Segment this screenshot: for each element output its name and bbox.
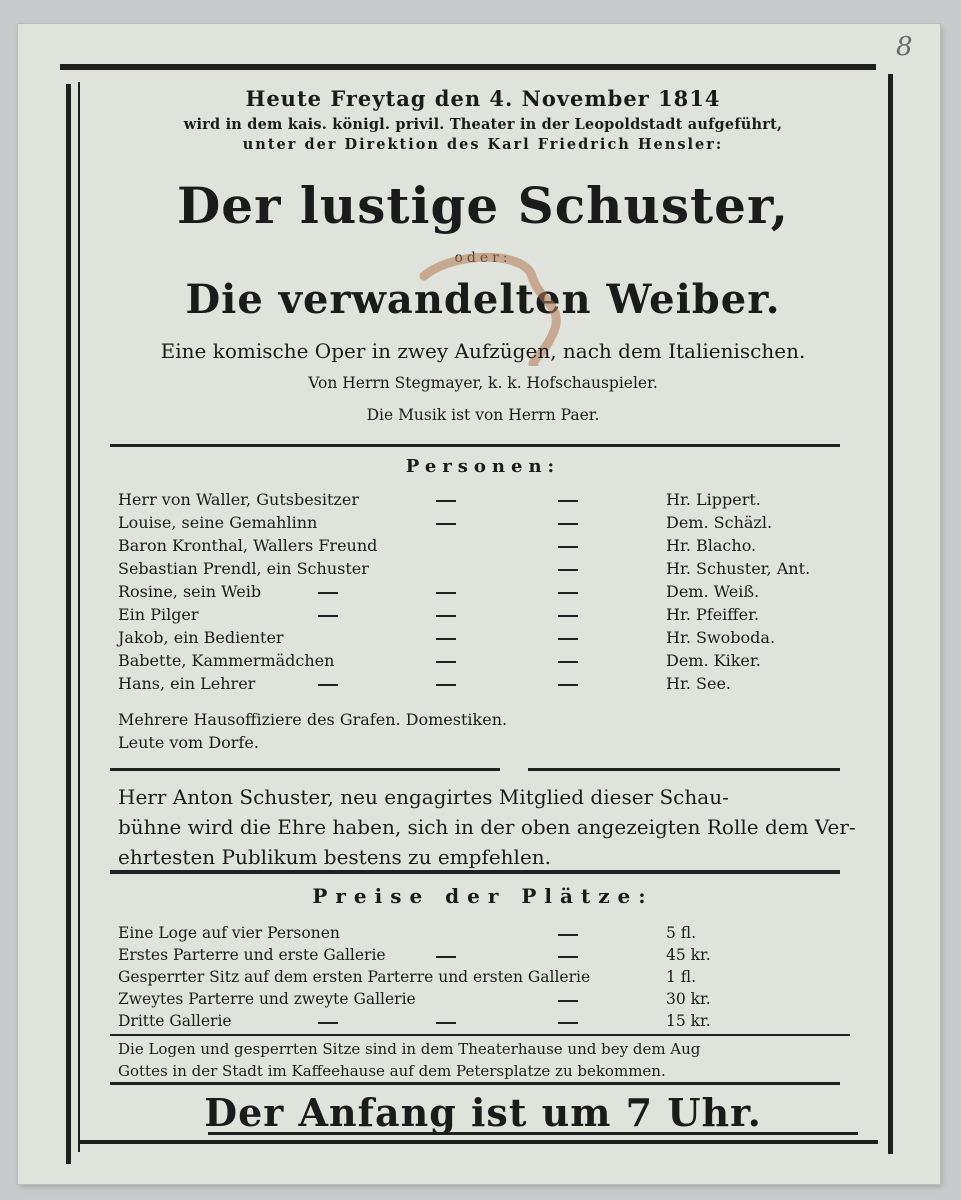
price-label: Dritte Gallerie: [118, 1012, 232, 1030]
dash: [436, 1022, 456, 1024]
pencil-page-number: 8: [896, 32, 913, 62]
dash: [436, 592, 456, 594]
playbill-sheet: [18, 24, 940, 1184]
dash: [318, 1022, 338, 1024]
cast-row: [118, 582, 878, 605]
debut-notice: [118, 782, 878, 872]
price-list: [118, 924, 878, 1034]
dash: [436, 615, 456, 617]
dash: [558, 1022, 578, 1024]
cast-actor: Hr. Swoboda.: [666, 628, 776, 647]
divider: [528, 768, 840, 771]
cast-role: Jakob, ein Bedienter: [118, 628, 284, 647]
dash: [558, 1000, 578, 1002]
dash: [558, 956, 578, 958]
dash: [558, 500, 578, 502]
note-line: Gottes in der Stadt im Kaffeehause auf dem Petersplatze zu bekommen.: [118, 1062, 666, 1080]
dash: [558, 615, 578, 617]
cast-actor: Hr. Pfeiffer.: [666, 605, 760, 624]
cast-list: [118, 490, 878, 697]
price-row: [118, 1012, 878, 1034]
price-value: 15 kr.: [666, 1012, 711, 1030]
start-time: Der Anfang ist um 7 Uhr.: [204, 1090, 762, 1135]
cast-role: Sebastian Prendl, ein Schuster: [118, 559, 369, 578]
cast-actor: Hr. Blacho.: [666, 536, 757, 555]
notice-line: bühne wird die Ehre haben, sich in der oben angezeigten Rolle dem Ver-: [118, 815, 856, 839]
prices-heading: Preise der Plätze:: [312, 884, 654, 908]
cast-row: [118, 536, 878, 559]
border-top: [60, 64, 876, 70]
dash: [558, 934, 578, 936]
price-value: 45 kr.: [666, 946, 711, 964]
price-value: 30 kr.: [666, 990, 711, 1008]
price-value: 1 fl.: [666, 968, 697, 986]
border-bottom: [78, 1140, 878, 1144]
cast-actor: Hr. Lippert.: [666, 490, 761, 509]
dash: [436, 956, 456, 958]
dash: [558, 546, 578, 548]
border-left: [66, 84, 71, 1164]
dash: [436, 500, 456, 502]
dash: [558, 569, 578, 571]
cast-role: Hans, ein Lehrer: [118, 674, 256, 693]
notice-line: ehrtesten Publikum bestens zu empfehlen.: [118, 845, 552, 869]
notice-line: Herr Anton Schuster, neu engagirtes Mitglied dieser Schau-: [118, 785, 729, 809]
dash: [436, 638, 456, 640]
divider: [110, 444, 840, 447]
cast-row: [118, 605, 878, 628]
dash: [318, 592, 338, 594]
dash: [318, 684, 338, 686]
cast-actor: Dem. Weiß.: [666, 582, 760, 601]
cast-role: Baron Kronthal, Wallers Freund: [118, 536, 378, 555]
dash: [436, 661, 456, 663]
author-line: Von Herrn Stegmayer, k. k. Hofschauspieler.: [308, 374, 658, 392]
border-inner-left: [78, 82, 80, 1152]
theater-line: wird in dem kais. königl. privil. Theater in der Leopoldstadt aufgeführt,: [183, 116, 783, 133]
cast-row: [118, 559, 878, 582]
cast-role: Rosine, sein Weib: [118, 582, 262, 601]
cast-row: [118, 513, 878, 536]
play-subtitle: Die verwandelten Weiber.: [185, 276, 781, 323]
direction-line: unter der Direktion des Karl Friedrich Hensler:: [242, 136, 724, 153]
cast-heading: Personen:: [405, 456, 561, 477]
dash: [436, 684, 456, 686]
genre-line: Eine komische Oper in zwey Aufzügen, nach dem Italienischen.: [160, 339, 806, 363]
cast-row: [118, 490, 878, 513]
cast-row: [118, 628, 878, 651]
music-line: Die Musik ist von Herrn Paer.: [366, 406, 600, 424]
dash: [558, 523, 578, 525]
price-label: Zweytes Parterre und zweyte Gallerie: [118, 990, 416, 1008]
price-row: [118, 968, 878, 990]
cast-role: Ein Pilger: [118, 605, 199, 624]
cast-actor: Dem. Schäzl.: [666, 513, 773, 532]
cast-actor: Hr. Schuster, Ant.: [666, 559, 811, 578]
price-row: [118, 924, 878, 946]
divider: [110, 870, 840, 874]
extras-line: Mehrere Hausoffiziere des Grafen. Domestiken.: [118, 710, 508, 729]
cast-actor: Hr. See.: [666, 674, 731, 693]
note-line: Die Logen und gesperrten Sitze sind in dem Theaterhause und bey dem Aug: [118, 1040, 701, 1058]
dash: [318, 615, 338, 617]
cast-role: Babette, Kammermädchen: [118, 651, 335, 670]
cast-role: Louise, seine Gemahlinn: [118, 513, 318, 532]
dash: [558, 592, 578, 594]
divider: [110, 1082, 840, 1085]
title-conjunction: oder:: [454, 250, 512, 266]
dash: [436, 523, 456, 525]
play-title: Der lustige Schuster,: [176, 176, 790, 235]
ticket-sales-note: [118, 1038, 878, 1082]
price-value: 5 fl.: [666, 924, 697, 942]
extras-line: Leute vom Dorfe.: [118, 733, 259, 752]
cast-actor: Dem. Kiker.: [666, 651, 761, 670]
dash: [558, 684, 578, 686]
cast-role: Herr von Waller, Gutsbesitzer: [118, 490, 359, 509]
dash: [558, 661, 578, 663]
performance-date: Heute Freytag den 4. November 1814: [245, 86, 721, 111]
cast-row: [118, 651, 878, 674]
price-row: [118, 990, 878, 1012]
price-label: Eine Loge auf vier Personen: [118, 924, 340, 942]
dash: [558, 638, 578, 640]
price-row: [118, 946, 878, 968]
divider: [110, 1034, 850, 1036]
price-label: Erstes Parterre und erste Gallerie: [118, 946, 386, 964]
border-right: [888, 74, 893, 1154]
cast-row: [118, 674, 878, 697]
divider: [110, 768, 500, 771]
price-label: Gesperrter Sitz auf dem ersten Parterre und ersten Gallerie: [118, 968, 591, 986]
